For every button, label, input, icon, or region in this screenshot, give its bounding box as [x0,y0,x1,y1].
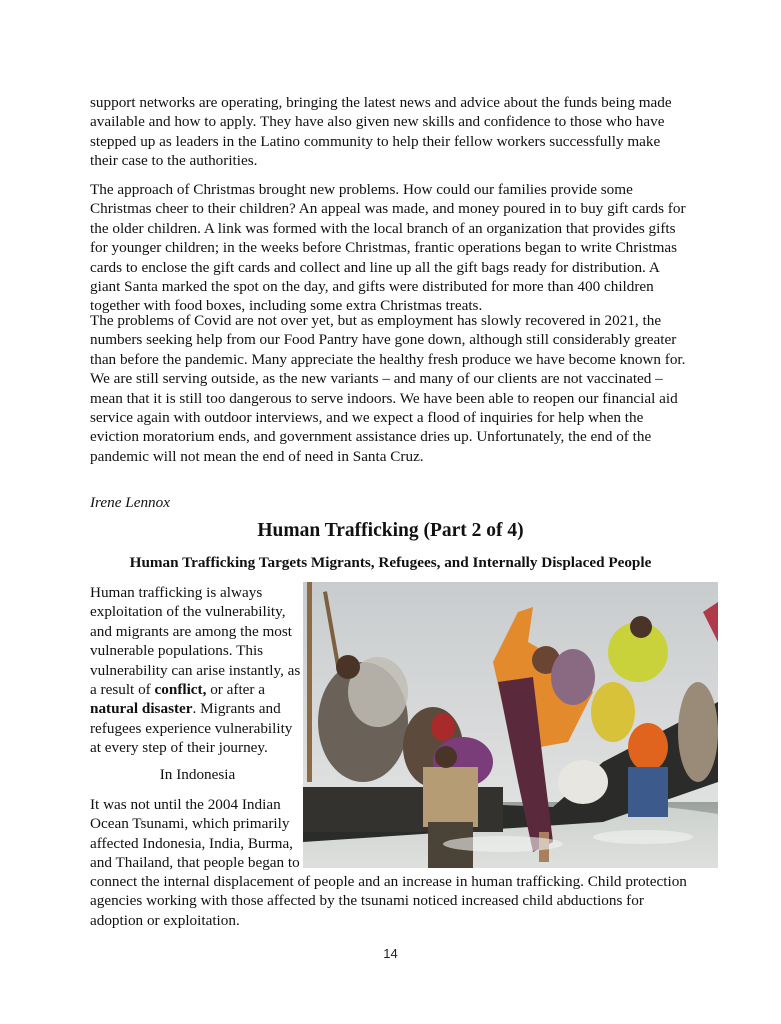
photo-illustration-icon [303,582,718,868]
page-number: 14 [383,946,398,961]
intro-bold-conflict: conflict, [154,681,207,699]
paragraph-tsunami-full: connect the internal displacement of people and an increase in human trafficking. Child protection agencies working with those affected by the tsunami noticed increased child abductions for adoption or exploitation. [90,873,687,929]
paragraph-tsunami-wrapped: It was not until the 2004 Indian Ocean Tsunami, which primarily affected Indonesia, India, Burma, and Thailand, that people began to [90,796,300,872]
intro-bold-natural-disaster: natural disaster [90,700,193,718]
paragraph-support-networks: support networks are operating, bringing the latest news and advice about the funds being made available and how to apply. They have also given new skills and confidence to those who have stepped up as leaders in the Latino community to help their fellow workers successfully make their case to the authorities. [90,94,672,170]
paragraph-intro [90,583,305,758]
paragraph-christmas: The approach of Christmas brought new problems. How could our families provide some Christmas cheer to their children? An appeal was made, and money poured in to buy gift cards for the older children. A link was formed with the local branch of an organization that provides gifts for younger children; in the weeks before Christmas, frantic operations began to write Christmas cards to enclose the gift cards and collect and line up all the gift bags ready for distribution. A giant Santa marked the spot on the day, and gifts were distributed for more than 400 children together with food boxes, including some extra Christmas treats. [90,181,686,315]
intro-text-3: . Migrants and refugees experience vulnerability at every step of their journey. [90,700,293,757]
refugees-boat-photo [303,582,718,868]
intro-text-2: or after a [206,681,266,699]
author-signature: Irene Lennox [90,494,170,511]
paragraph-covid: The problems of Covid are not over yet, but as employment has slowly recovered in 2021, the numbers seeking help from our Food Pantry have gone down, although still considerably greater than before the pandemic. Many appreciate the healthy fresh produce we have become known for. We are still serving outside, as the new variants – and many of our clients are not vaccinated – mean that it is still too dangerous to serve indoors. We have been able to reopen our financial aid service again with outdoor interviews, and we expect a flood of inquiries for help when the eviction moratorium ends, and government assistance dries up. Unfortunately, the end of the pandemic will not mean the end of need in Santa Cruz. [90,312,686,465]
article-title: Human Trafficking (Part 2 of 4) [257,520,524,541]
intro-text-1: Human trafficking is always exploitation of the vulnerability, and migrants are among the most vulnerable populations. This vulnerability can arise instantly, as a result of [90,584,301,699]
section-label-indonesia: In Indonesia [159,766,236,783]
article-subtitle: Human Trafficking Targets Migrants, Refugees, and Internally Displaced People [129,554,652,571]
